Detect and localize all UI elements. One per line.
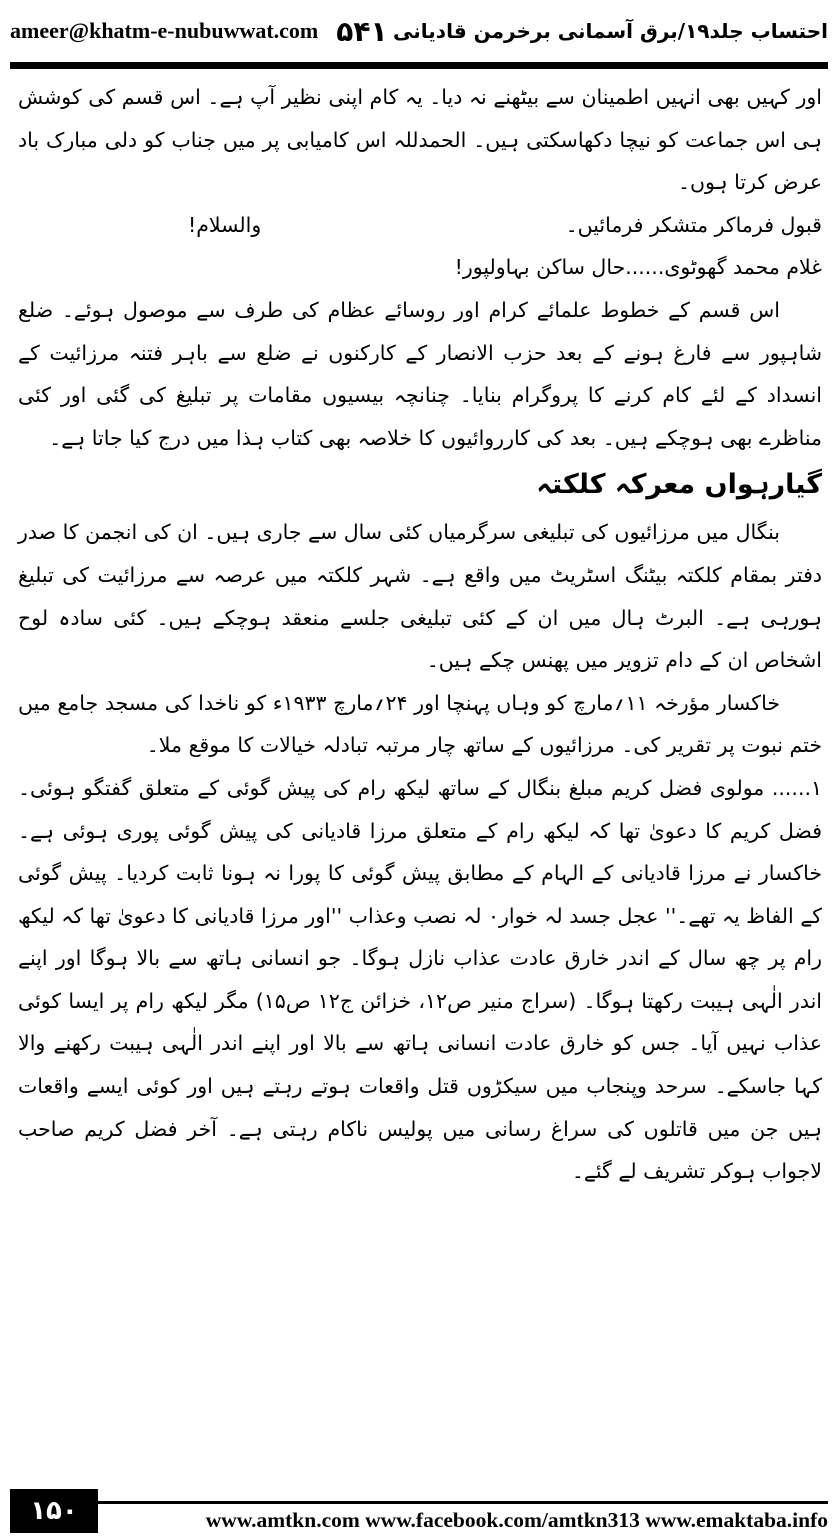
page-body: [18, 76, 822, 1193]
page-footer: [10, 1489, 828, 1533]
header-left: [10, 15, 388, 48]
header-email: ameer@khatm-e-nubuwwat.com: [10, 18, 319, 43]
paragraph-bengal: بنگال میں مرزائیوں کی تبلیغی سرگرمیاں کئی سال سے جاری ہیں۔ ان کی انجمن کا صدر دفتر بمقام کلکتہ بیٹنگ اسٹریٹ میں واقع ہے۔ شہر کلکتہ میں عرصہ سے مرزائیت کی تبلیغ ہورہی ہے۔ البرٹ ہال میں ان کے کئی تبلیغی جلسے منعقد ہوچکے ہیں۔ کئی سادہ لوح اشخاص ان کے دام تزویر میں پھنس چکے ہیں۔: [18, 520, 822, 673]
closing-row: [18, 204, 822, 247]
header-page-number: ۵۴۱: [336, 14, 388, 48]
footer-page-number: ۱۵۰: [10, 1489, 98, 1533]
paragraph-debate-1: ۱...... مولوی فضل کریم مبلغ بنگال کے ساتھ لیکھ رام کی پیش گوئی کے متعلق گفتگو ہوئی۔ فضل کریم کا دعویٰ تھا کہ لیکھ رام کے متعلق مرزا قادیانی کی پیش گوئی پوری ہوئی ہے۔ خاکسار نے مرزا قادیانی کے الہام کے مطابق پیش گوئی کا پورا نہ ہونا ثابت کردیا۔ پیش گوئی کے الفاظ یہ تھے۔'' عجل جسد لہ خوار۰ لہ نصب وعذاب ''اور مرزا قادیانی کا دعویٰ تھا کہ لیکھ رام پر چھ سال کے اندر خارق عادت عذاب نازل ہوگا۔ جو انسانی ہاتھ سے بالا ہوگا اور اپنے اندر الٰہی ہیبت رکھتا ہوگا۔ (سراج منیر ص۱۲، خزائن ج۱۲ ص۱۵) مگر لیکھ رام پر ایسا کوئی عذاب نہیں آیا۔ جس کو خارق عادت انسانی ہاتھ سے بالا اور اپنے اندر الٰہی ہیبت رکھنے والا کہا جاسکے۔ سرحد وپنجاب میں سیکڑوں قتل واقعات ہوتے رہتے ہیں اور کوئی ایسے واقعات ہیں جن میں قاتلوں کی سراغ رسانی میں پولیس ناکام رہتی ہے۔ آخر فضل کریم صاحب لاجواب ہوکر تشریف لے گئے۔: [18, 775, 822, 1184]
footer-rule: [98, 1501, 828, 1504]
paragraph-opening: اور کہیں بھی انہیں اطمینان سے بیٹھنے نہ دیا۔ یہ کام اپنی نظیر آپ ہے۔ اس قسم کی کوشش ہی اس جماعت کو نیچا دکھاسکتی ہیں۔ الحمدللہ اس کامیابی پر میں جناب کو دلی مبارک باد عرض کرتا ہوں۔: [18, 85, 822, 195]
paragraph-arrival: خاکسار مؤرخہ ۱۱؍مارچ کو وہاں پہنچا اور ۲۴؍مارچ ۱۹۳۳ء کو ناخدا کی مسجد جامع میں ختم نبوت پر تقریر کی۔ مرزائیوں کے ساتھ چار مرتبہ تبادلہ خیالات کا موقع ملا۔: [18, 690, 822, 758]
header-book-title: احتساب جلد۱۹/برق آسمانی برخرمن قادیانی: [393, 19, 828, 43]
paragraph-letters-received: اس قسم کے خطوط علمائے کرام اور روسائے عظام کی طرف سے موصول ہوئے۔ ضلع شاہپور سے فارغ ہونے کے بعد حزب الانصار کے کارکنوں نے ضلع سے باہر فتنہ مرزائیت کے انسداد کے لئے کام کرنے کا پروگرام بنایا۔ چنانچہ بیسیوں مقامات پر تبلیغ کی گئی اور کئی مناظرے بھی ہوچکے ہیں۔ بعد کی کارروائیوں کا خلاصہ بھی کتاب ہذا میں درج کیا جاتا ہے۔: [18, 297, 822, 450]
signature-line: غلام محمد گھوٹوی......حال ساکن بہاولپور!: [454, 255, 822, 280]
footer-right: [98, 1501, 828, 1533]
salaam-text: والسلام!: [188, 212, 262, 237]
footer-links: www.amtkn.com www.facebook.com/amtkn313 www.emaktaba.info: [205, 1508, 828, 1532]
section-heading: گیارہواں معرکہ کلکتہ: [536, 469, 822, 501]
header-rule: [10, 62, 828, 69]
page-header: [10, 0, 828, 62]
closing-line: قبول فرماکر متشکر فرمائیں۔: [565, 212, 822, 237]
